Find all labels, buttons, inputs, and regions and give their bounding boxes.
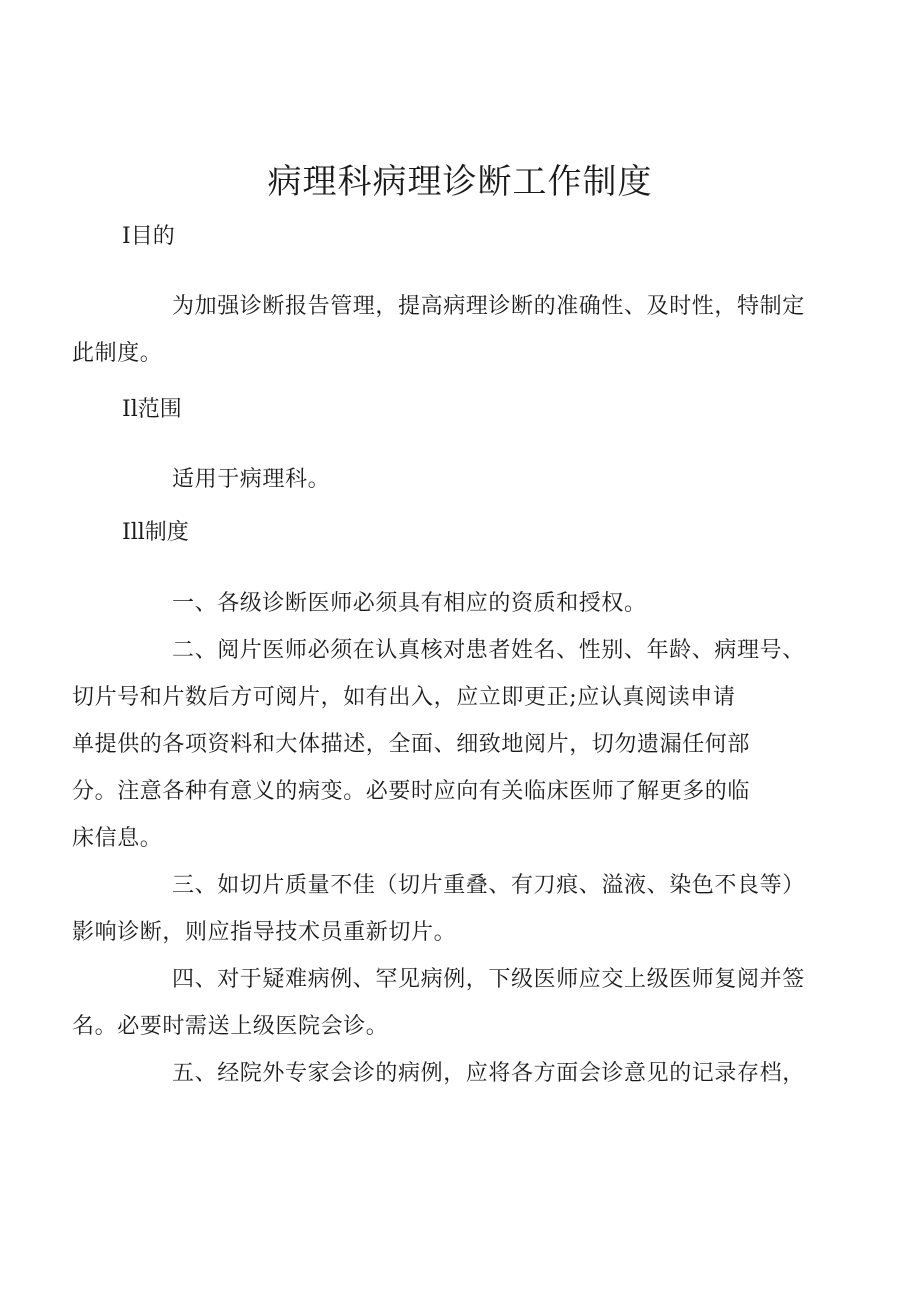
paragraph-line: 名。必要时需送上级医院会诊。 (72, 1014, 389, 1039)
paragraph-line: 单提供的各项资料和大体描述，全面、细致地阅片，切勿遗漏任何部 (72, 732, 751, 757)
paragraph-line: 适用于病理科。 (172, 467, 331, 492)
paragraph-line: 五、经院外专家会诊的病例，应将各方面会诊意见的记录存档， (172, 1061, 805, 1086)
paragraph-purpose (72, 283, 828, 377)
paragraph-scope (122, 456, 828, 503)
paragraph-line: 影响诊断，则应指导技术员重新切片。 (72, 920, 457, 945)
paragraph-line: 四、对于疑难病例、罕见病例，下级医师应交上级医师复阅并签 (172, 967, 805, 992)
paragraph-line: 此制度。 (72, 341, 163, 366)
rule-paragraph-4 (72, 956, 828, 1050)
section-heading-scope: Il范围 (122, 397, 182, 422)
rule-paragraph-2 (72, 627, 828, 862)
paragraph-line: 为加强诊断报告管理，提高病理诊断的准确性、及时性，特制定 (172, 294, 805, 319)
rule-paragraph-1 (122, 580, 828, 627)
paragraph-line: 分。注意各种有意义的病变。必要时应向有关临床医师了解更多的临 (72, 779, 751, 804)
rule-paragraph-5 (122, 1050, 828, 1097)
paragraph-line: 三、如切片质量不佳（切片重叠、有刀痕、溢液、染色不良等） (172, 873, 805, 898)
paragraph-line: 床信息。 (72, 826, 163, 851)
section-heading-purpose: I目的 (122, 224, 175, 249)
paragraph-line: 一、各级诊断医师必须具有相应的资质和授权。 (172, 591, 647, 616)
section-heading-rules: Ill制度 (122, 520, 189, 545)
rule-paragraph-3 (72, 862, 828, 956)
document-title: 病理科病理诊断工作制度 (267, 162, 653, 202)
paragraph-line: 切片号和片数后方可阅片，如有出入，应立即更正;应认真阅读申请 (72, 685, 736, 710)
paragraph-line: 二、阅片医师必须在认真核对患者姓名、性别、年龄、病理号、 (172, 638, 805, 663)
